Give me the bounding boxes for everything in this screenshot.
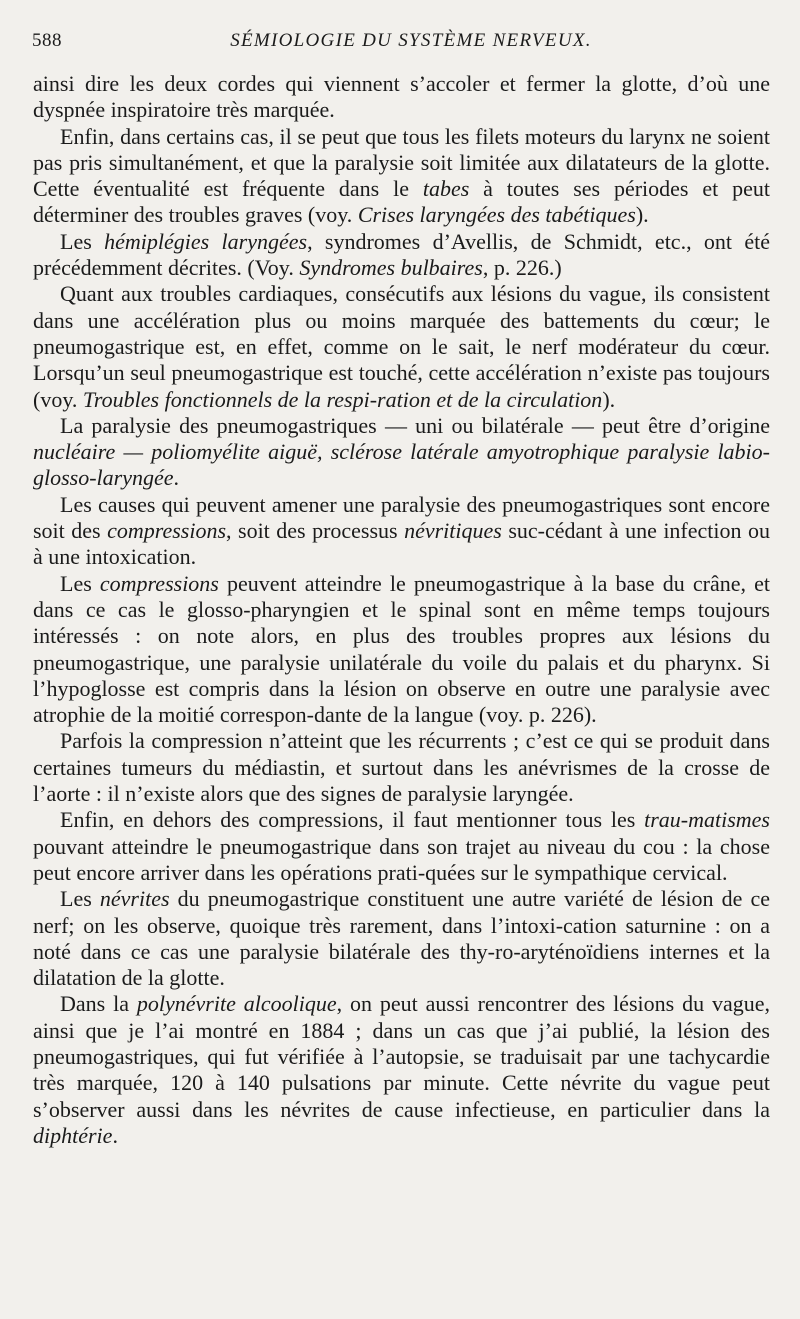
text-run: Dans la bbox=[60, 991, 137, 1017]
text-run: ). bbox=[635, 202, 649, 228]
page-header bbox=[32, 30, 760, 60]
paragraph bbox=[33, 991, 770, 1149]
italic-text: compressions bbox=[107, 518, 227, 544]
italic-text: hémiplégies laryngées bbox=[104, 228, 308, 254]
paragraph bbox=[33, 229, 770, 282]
paragraph bbox=[33, 71, 770, 124]
text-run: suc-cédant à une infection ou à une intoxication. bbox=[33, 518, 770, 570]
text-run: peuvent atteindre le pneumogastrique à la base du crâne, et dans ce cas le glosso-pharyngien et le spinal sont en même temps toujours intéressés : on note alors, en plus des troubles propres aux lésions du pneumogastrique, une paralysie unilatérale du voile du palais et du pharynx. Si l’hypoglosse est compris dans la lésion on observe en outre une paralysie avec atrophie de la moitié correspon-dante de la langue (voy. p. 226). bbox=[33, 570, 770, 728]
text-run: . bbox=[112, 1122, 118, 1148]
paragraph bbox=[33, 124, 770, 229]
text-run: Les bbox=[60, 228, 105, 254]
paragraph bbox=[33, 571, 770, 729]
text-run: ainsi dire les deux cordes qui viennent s’accoler et fermer la glotte, d’où une dyspnée inspiratoire très marquée. bbox=[33, 71, 770, 123]
text-run: Les bbox=[60, 570, 100, 596]
paragraph bbox=[33, 492, 770, 571]
italic-text: nucléaire — poliomyélite aiguë, sclérose latérale amyotrophique paralysie labio-glosso-laryngée bbox=[33, 439, 770, 491]
text-run: Les causes qui peuvent amener une paralysie des pneumogastriques sont encore soit des bbox=[33, 491, 770, 544]
paragraph bbox=[33, 728, 770, 807]
text-run: ). bbox=[602, 386, 616, 412]
text-run: Parfois la compression n’atteint que les récurrents ; c’est ce qui se produit dans certaines tumeurs du médiastin, et surtout dans les anévrismes de la crosse de l’aorte : il n’existe alors que des signes de paralysie laryngée. bbox=[33, 728, 770, 807]
italic-text: compressions bbox=[99, 570, 219, 596]
text-run: , on peut aussi rencontrer des lésions du vague, ainsi que je l’ai montré en 1884 ; dans un cas que j’ai publié, la lésion des pneumogastriques, qui fut vérifiée à l’autopsie, se traduisait par une tachycardie très marquée, 120 à 140 pulsations par minute. Cette névrite du vague peut s’observer aussi dans les névrites de cause infectieuse, en particulier dans la bbox=[33, 991, 770, 1122]
running-title: SÉMIOLOGIE DU SYSTÈME NERVEUX. bbox=[230, 30, 592, 51]
text-run: Enfin, dans certains cas, il se peut que tous les filets moteurs du larynx ne soient pas pris simultanément, et que la paralysie soit limitée aux dilatateurs de la glotte. Cette éventualité est fréquente dans le bbox=[33, 123, 770, 202]
paragraph bbox=[33, 886, 770, 991]
italic-text: trau-matismes bbox=[644, 807, 770, 833]
italic-text: diphtérie bbox=[33, 1122, 113, 1148]
italic-text: Troubles fonctionnels de la respi-ration et de la circulation bbox=[82, 386, 603, 412]
body-text bbox=[33, 71, 770, 1149]
text-run: Enfin, en dehors des compressions, il faut mentionner tous les bbox=[60, 807, 645, 833]
page-number: 588 bbox=[32, 30, 62, 51]
italic-text: tabes bbox=[422, 176, 470, 202]
paragraph bbox=[33, 413, 770, 492]
text-run: pouvant atteindre le pneumogastrique dans son trajet au niveau du cou : la chose peut encore arriver dans les opérations prati-quées sur le sympathique cervical. bbox=[33, 833, 770, 885]
text-run: , p. 226.) bbox=[482, 255, 562, 281]
paragraph bbox=[33, 281, 770, 412]
text-run: du pneumogastrique constituent une autre variété de lésion de ce nerf; on les observe, quoique très rarement, dans l’intoxi-cation saturnine : on a noté dans ce cas une paralysie bilatérale des thy-ro-aryténoïdiens internes et la dilatation de la glotte. bbox=[33, 886, 770, 991]
italic-text: polynévrite alcoolique bbox=[136, 991, 337, 1017]
text-run: . bbox=[173, 465, 180, 491]
text-run: La paralysie des pneumogastriques — uni ou bilatérale — peut être d’origine bbox=[60, 412, 770, 438]
text-run: , syndromes d’Avellis, de Schmidt, etc., ont été précédemment décrites. (Voy. bbox=[33, 228, 770, 281]
text-run: Quant aux troubles cardiaques, consécutifs aux lésions du vague, ils consistent dans une accélération plus ou moins marquée des battements du cœur; le pneumogastrique est, en effet, comme on le sait, le nerf modérateur du cœur. Lorsqu’un seul pneumogastrique est touché, cette accélération n’existe pas toujours (voy. bbox=[33, 281, 770, 412]
text-run: Les bbox=[60, 886, 100, 912]
paragraph bbox=[33, 807, 770, 886]
italic-text: Syndromes bulbaires bbox=[299, 255, 483, 281]
text-run: à toutes ses périodes et peut déterminer des troubles graves (voy. bbox=[33, 176, 770, 228]
italic-text: névritiques bbox=[404, 518, 502, 544]
italic-text: Crises laryngées des tabétiques bbox=[357, 202, 636, 228]
text-run: , soit des processus bbox=[226, 518, 405, 544]
italic-text: névrites bbox=[99, 886, 170, 912]
